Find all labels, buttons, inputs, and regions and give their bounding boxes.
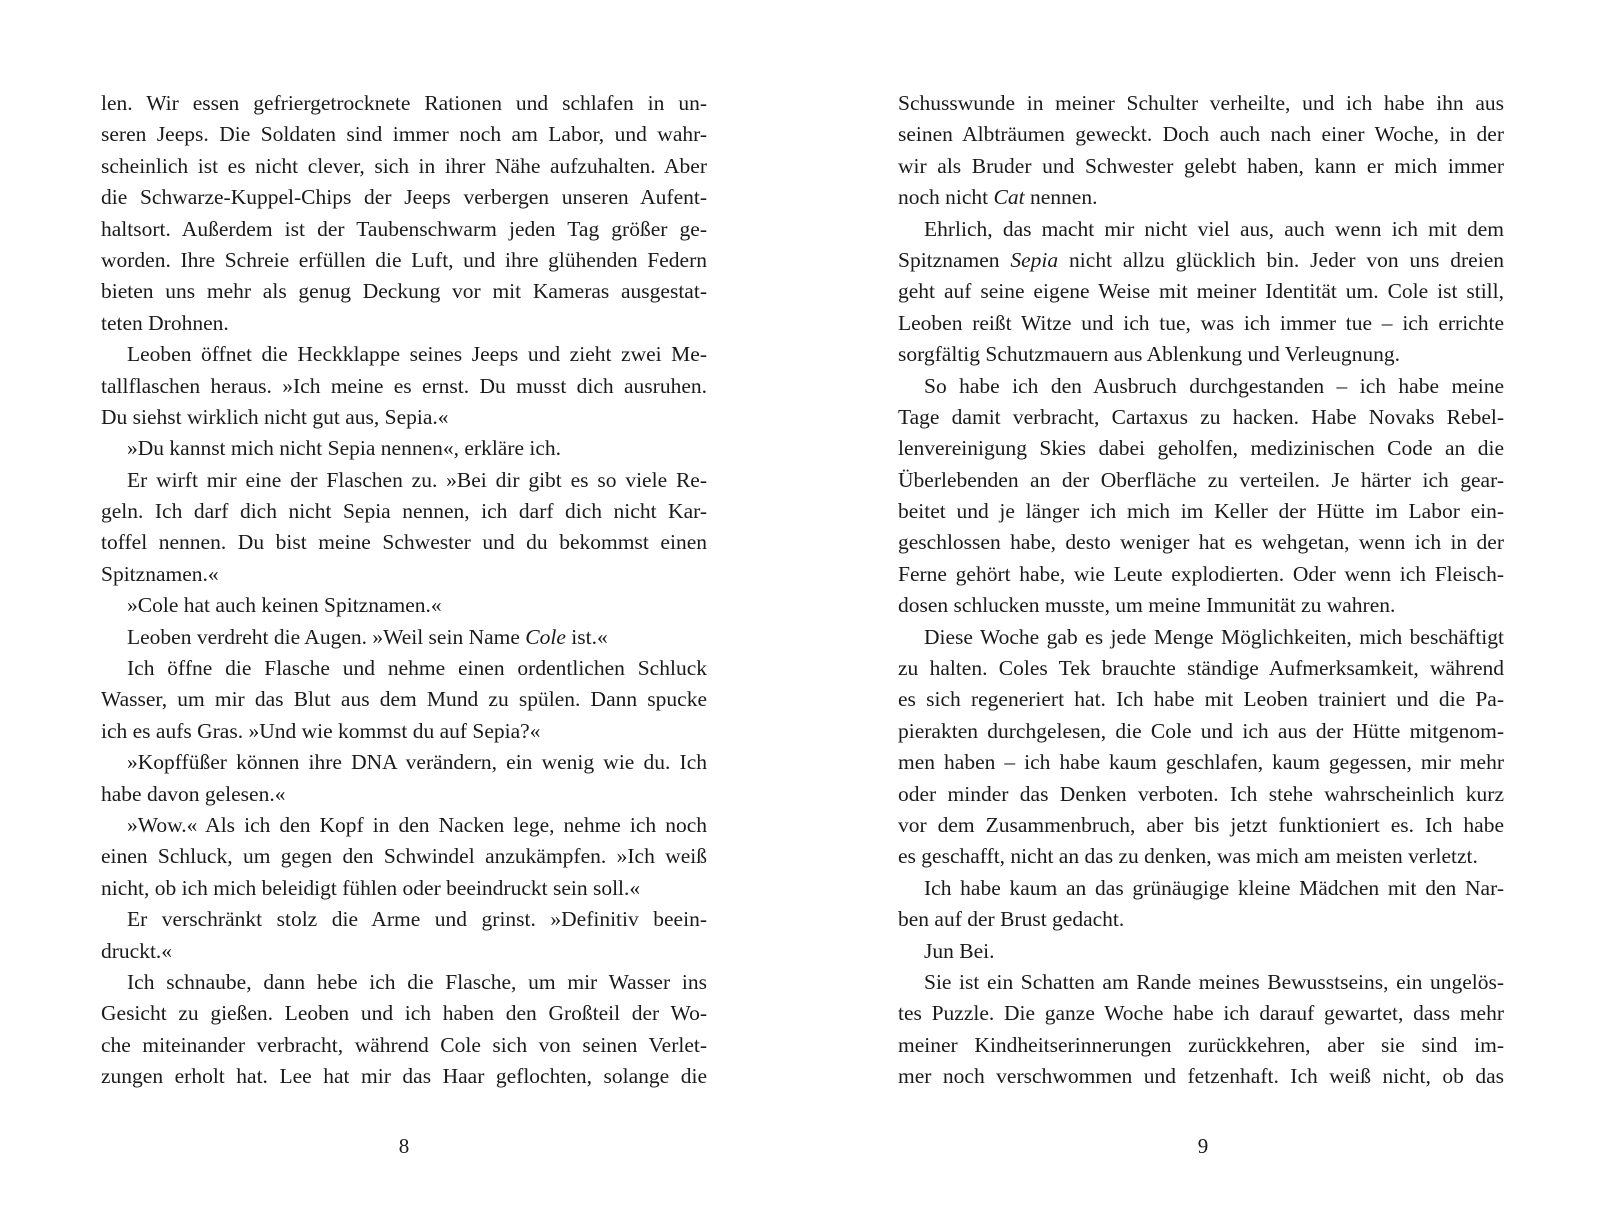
text-line: Wasser, um mir das Blut aus dem Mund zu spülen. Dann spucke (101, 687, 707, 712)
text-line: Leoben reißt Witze und ich tue, was ich immer tue – ich errichte (898, 310, 1504, 335)
text-line: sorgfältig Schutzmauern aus Ablenkung und Verleugnung. (898, 342, 1400, 367)
text-line: einen Schluck, um gegen den Schwindel anzukämpfen. »Ich weiß (101, 844, 707, 869)
text-line: Schusswunde in meiner Schulter verheilte, und ich habe ihn aus (898, 91, 1504, 115)
text-line: Gesicht zu gießen. Leoben und ich haben den Großteil der Wo- (101, 1001, 707, 1026)
text-line: nicht, ob ich mich beleidigt fühlen oder beeindruckt sein soll.« (101, 875, 641, 900)
text-line: Überlebenden an der Oberfläche zu verteilen. Je härter ich gear- (898, 467, 1504, 492)
text-line: lenvereinigung Skies dabei geholfen, medizinischen Code an die (898, 436, 1504, 461)
text-line: Ferne gehört habe, wie Leute explodierten. Oder wenn ich Fleisch- (898, 561, 1504, 586)
text-line: ich es aufs Gras. »Und wie kommst du auf Sepia?« (101, 718, 541, 743)
text-line: die Schwarze-Kuppel-Chips der Jeeps verbergen unseren Aufent- (101, 185, 707, 210)
text-line (101, 622, 707, 653)
text-line: es geschafft, nicht an das zu denken, was mich am meisten verletzt. (898, 844, 1478, 869)
text-line: habe davon gelesen.« (101, 781, 286, 806)
text-line: che miteinander verbracht, während Cole sich von seinen Verlet- (101, 1032, 707, 1057)
text-line: »Kopffüßer können ihre DNA verändern, ein wenig wie du. Ich (127, 750, 707, 775)
text-line: Jun Bei. (924, 938, 995, 963)
text-line: geln. Ich darf dich nicht Sepia nennen, ich darf dich nicht Kar- (101, 499, 707, 524)
right-page-text (898, 88, 1504, 1093)
text-line: Ich schnaube, dann hebe ich die Flasche, um mir Wasser ins (127, 969, 707, 994)
text-fragment: Spitznamen (898, 247, 1011, 272)
text-line: dosen schlucken musste, um meine Immunität zu wahren. (898, 593, 1396, 618)
text-line: Ich öffne die Flasche und nehme einen ordentlichen Schluck (127, 656, 707, 681)
text-fragment: nicht allzu glücklich bin. Jeder von uns dreien (1058, 247, 1504, 272)
text-line: geht auf seine eigene Weise mit meiner Identität um. Cole ist still, (898, 279, 1504, 304)
text-fragment: nennen. (1024, 185, 1098, 210)
text-line: Ehrlich, das macht mir nicht viel aus, auch wenn ich mit dem (924, 216, 1504, 241)
text-line: teten Drohnen. (101, 310, 229, 335)
text-fragment: noch nicht (898, 185, 994, 210)
text-line: Leoben öffnet die Heckklappe seines Jeeps und zieht zwei Me- (127, 342, 707, 367)
text-line: tes Puzzle. Die ganze Woche habe ich darauf gewartet, dass mehr (898, 1001, 1504, 1026)
text-line: geschlossen habe, desto weniger hat es wehgetan, wenn ich in der (898, 530, 1504, 555)
text-line: »Wow.« Als ich den Kopf in den Nacken lege, nehme ich noch (127, 812, 707, 837)
text-line: scheinlich ist es nicht clever, sich in ihrer Nähe aufzuhalten. Aber (101, 153, 707, 178)
text-line: es sich regeneriert hat. Ich habe mit Leoben trainiert und die Pa- (898, 687, 1504, 712)
text-line: toffel nennen. Du bist meine Schwester und du bekommst einen (101, 530, 707, 555)
text-line (898, 245, 1504, 276)
text-line: tallflaschen heraus. »Ich meine es ernst. Du musst dich ausruhen. (101, 373, 707, 398)
text-line: Du siehst wirklich nicht gut aus, Sepia.« (101, 404, 449, 429)
text-line: Sie ist ein Schatten am Rande meines Bewusstseins, ein ungelös- (924, 969, 1504, 994)
text-line: mer noch verschwommen und fetzenhaft. Ich weiß nicht, ob das (898, 1064, 1504, 1089)
text-line: zu halten. Coles Tek brauchte ständige Aufmerksamkeit, während (898, 656, 1504, 681)
italic-word: Cat (993, 185, 1025, 210)
text-line: oder minder das Denken verboten. Ich stehe wahrscheinlich kurz (898, 781, 1504, 806)
text-line: Er wirft mir eine der Flaschen zu. »Bei dir gibt es so viele Re- (127, 467, 707, 492)
text-line: Ich habe kaum an das grünäugige kleine Mädchen mit den Nar- (924, 875, 1504, 900)
text-line: seinen Albträumen geweckt. Doch auch nach einer Woche, in der (898, 122, 1504, 147)
text-fragment: ist.« (565, 624, 608, 649)
text-line: wir als Bruder und Schwester gelebt haben, kann er mich immer (898, 153, 1504, 178)
text-line: Diese Woche gab es jede Menge Möglichkeiten, mich beschäftigt (924, 624, 1504, 649)
text-line: seren Jeeps. Die Soldaten sind immer noch am Labor, und wahr- (101, 122, 707, 147)
text-line: len. Wir essen gefriergetrocknete Rationen und schlafen in un- (101, 91, 707, 115)
text-fragment: Leoben verdreht die Augen. »Weil sein Name (127, 624, 526, 649)
text-line: Tage damit verbracht, Cartaxus zu hacken. Habe Novaks Rebel- (898, 404, 1504, 429)
text-line: men haben – ich habe kaum geschlafen, kaum gegessen, mir mehr (898, 750, 1504, 775)
text-line: haltsort. Außerdem ist der Taubenschwarm jeden Tag größer ge- (101, 216, 707, 241)
italic-word: Sepia (1010, 247, 1059, 272)
left-page-text (101, 88, 707, 1093)
text-line: beitet und je länger ich mich im Keller der Hütte im Labor ein- (898, 499, 1504, 524)
text-line: meiner Kindheitserinnerungen zurückkehren, aber sie sind im- (898, 1032, 1504, 1057)
page-number-right: 9 (1197, 1134, 1209, 1158)
text-line: pierakten durchgelesen, die Cole und ich aus der Hütte mitgenom- (898, 718, 1504, 743)
text-line: So habe ich den Ausbruch durchgestanden – ich habe meine (924, 373, 1504, 398)
text-line: worden. Ihre Schreie erfüllen die Luft, und ihre glühenden Federn (101, 247, 707, 272)
text-line: zungen erholt hat. Lee hat mir das Haar geflochten, solange die (101, 1064, 707, 1089)
text-line: Er verschränkt stolz die Arme und grinst. »Definitiv beein- (127, 907, 707, 932)
text-line: Spitznamen.« (101, 561, 219, 586)
text-line: bieten uns mehr als genug Deckung vor mit Kameras ausgestat- (101, 279, 707, 304)
page-number-left: 8 (398, 1134, 410, 1158)
text-line: »Du kannst mich nicht Sepia nennen«, erkläre ich. (127, 436, 562, 461)
text-line: druckt.« (101, 938, 173, 963)
italic-word: Cole (525, 624, 566, 649)
text-line (898, 182, 1504, 213)
text-line: »Cole hat auch keinen Spitznamen.« (127, 593, 442, 618)
text-line: ben auf der Brust gedacht. (898, 907, 1125, 932)
text-line: vor dem Zusammenbruch, aber bis jetzt funktioniert es. Ich habe (898, 812, 1504, 837)
